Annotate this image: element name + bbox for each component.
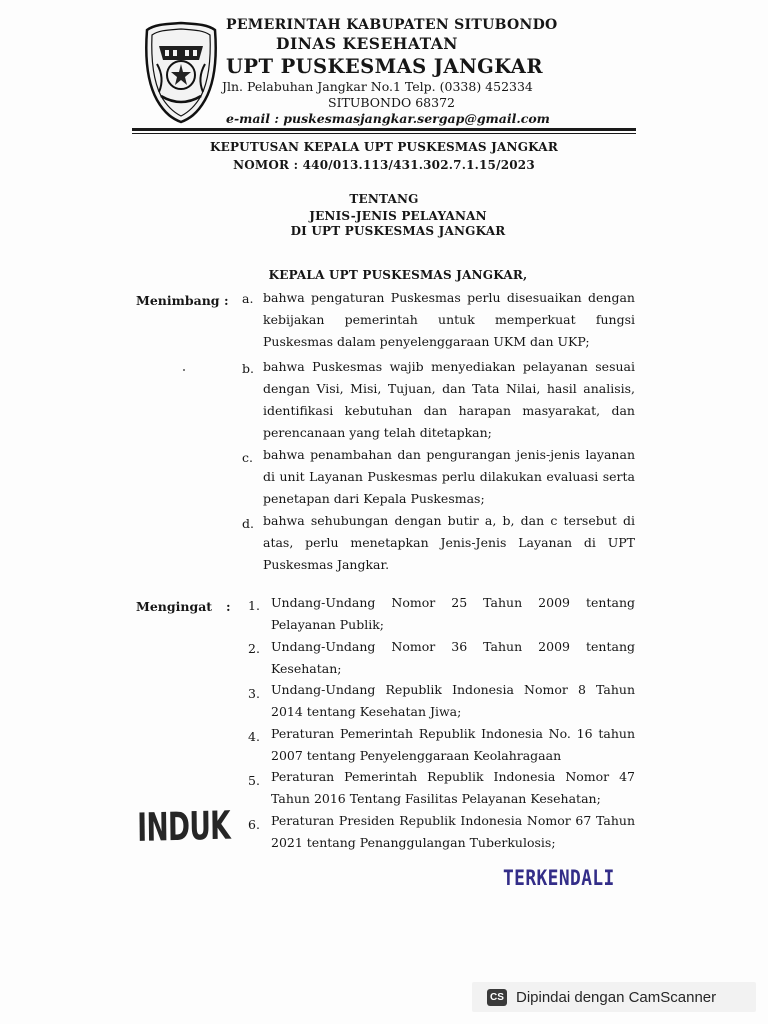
decree-number: NOMOR : 440/013.113/431.302.7.1.15/2023 [233,158,535,172]
camscanner-watermark [472,982,756,1012]
letterhead-address: Jln. Pelabuhan Jangkar No.1 Telp. (0338) 452334 [222,79,533,94]
menimbang-colon: : [224,293,229,308]
mengingat-item-3: Undang-Undang Republik Indonesia Nomor 8 Tahun 2014 tentang Kesehatan Jiwa; [271,682,635,719]
menimbang-mark-c: c. [242,450,253,465]
decree-subject-line1: JENIS-JENIS PELAYANAN [309,209,487,223]
induk-stamp: INDUK [137,803,231,851]
mengingat-item-5: Peraturan Pemerintah Republik Indonesia Nomor 47 Tahun 2016 Tentang Fasilitas Pelayanan Kesehatan; [271,769,635,806]
letterhead-agency: DINAS KESEHATAN [276,34,458,53]
letterhead [222,16,562,127]
mengingat-mark-5: 5. [248,773,260,788]
letterhead-city: SITUBONDO 68372 [328,95,455,110]
scan-speck [183,369,185,371]
mengingat-label: Mengingat [136,599,213,614]
decree-subject-line2: DI UPT PUSKESMAS JANGKAR [290,224,506,238]
mengingat-item-1: Undang-Undang Nomor 25 Tahun 2009 tentang Pelayanan Publik; [271,595,635,632]
decree-issuer: KEPALA UPT PUSKESMAS JANGKAR, [268,268,528,282]
menimbang-mark-b: b. [242,361,254,376]
letterhead-rule-thick [132,128,636,131]
letterhead-rule-thin [132,133,636,134]
camscanner-label: Dipindai dengan CamScanner [516,988,717,1006]
menimbang-item-b: bahwa Puskesmas wajib menyediakan pelayanan sesuai dengan Visi, Misi, Tujuan, dan Tata Nilai, hasil analisis, identifikasi kebutuhan dan harapan masyarakat, dan perencanaan yang telah ditetapkan; [263,359,635,440]
camscanner-logo-icon: CS [487,989,507,1006]
letterhead-email: e-mail : puskesmasjangkar.sergap@gmail.com [226,111,550,126]
mengingat-mark-2: 2. [248,641,260,656]
regency-coat-of-arms-logo [143,20,219,124]
decree-title: KEPUTUSAN KEPALA UPT PUSKESMAS JANGKAR [209,140,558,154]
menimbang-item-c: bahwa penambahan dan pengurangan jenis-jenis layanan di unit Layanan Puskesmas perlu dilakukan evaluasi serta penetapan dari Kepala Puskesmas; [263,447,635,506]
menimbang-item-d: bahwa sehubungan dengan butir a, b, dan c tersebut di atas, perlu menetapkan Jenis-Jenis Layanan di UPT Puskesmas Jangkar. [263,513,635,572]
mengingat-mark-4: 4. [248,729,260,744]
menimbang-mark-a: a. [242,291,254,306]
terkendali-stamp: TERKENDALI [503,866,615,890]
menimbang-label: Menimbang [136,293,220,308]
mengingat-item-6: Peraturan Presiden Republik Indonesia Nomor 67 Tahun 2021 tentang Penanggulangan Tuberkulosis; [271,813,635,850]
letterhead-institution: UPT PUSKESMAS JANGKAR [226,55,543,78]
decree-about: TENTANG [349,192,419,206]
mengingat-item-4: Peraturan Pemerintah Republik Indonesia No. 16 tahun 2007 tentang Penyelenggaraan Keolahragaan [271,726,635,763]
mengingat-mark-6: 6. [248,817,260,832]
mengingat-item-2: Undang-Undang Nomor 36 Tahun 2009 tentang Kesehatan; [271,639,635,676]
letterhead-government: PEMERINTAH KABUPATEN SITUBONDO [226,17,558,33]
mengingat-mark-3: 3. [248,686,260,701]
menimbang-item-a: bahwa pengaturan Puskesmas perlu disesuaikan dengan kebijakan pemerintah untuk memperkuat fungsi Puskesmas dalam penyelenggaraan UKM dan UKP; [263,290,635,349]
mengingat-mark-1: 1. [248,598,260,613]
mengingat-colon: : [226,599,231,614]
menimbang-mark-d: d. [242,516,254,531]
